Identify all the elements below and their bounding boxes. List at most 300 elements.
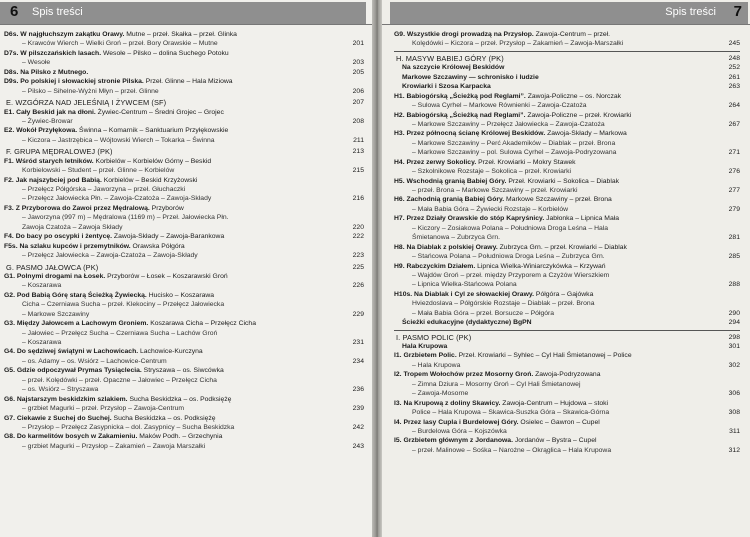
route-title: Wschodnią granią Babiej Góry. bbox=[406, 177, 507, 185]
route-title: Tropem Wołochów przez Mosorny Groń. bbox=[403, 371, 534, 379]
toc-entry bbox=[4, 414, 364, 423]
page-ref: 276 bbox=[728, 168, 740, 176]
route-title: Z Przyborowa do Zawoi przez Mędralową. bbox=[15, 204, 150, 212]
entry-text: – Markowe Szczawiny bbox=[22, 310, 90, 318]
page-ref: 302 bbox=[728, 361, 740, 369]
page-ref: 245 bbox=[728, 40, 740, 48]
page-ref: 223 bbox=[352, 252, 364, 260]
route-title: Między Jałowcem a Lachowym Groniem. bbox=[16, 320, 149, 328]
entry-text: Ścieżki edukacyjne (dydaktyczne) BgPN bbox=[402, 319, 532, 327]
route-title: W najgłuchszym zakątku Orawy. bbox=[20, 31, 125, 38]
page-ref: 234 bbox=[352, 357, 364, 365]
route-code: F3. bbox=[4, 204, 14, 212]
entry-text: – Markowe Szczawiny – pol. Sulowa Cyrhel – Zawoja-Podryzowana bbox=[412, 149, 617, 157]
section-heading bbox=[4, 147, 364, 156]
route-description: Wesołe – Pilsko – dolina Suchego Potoku bbox=[101, 49, 229, 57]
toc-entry-continuation bbox=[4, 87, 364, 96]
route-code: G4. bbox=[4, 348, 15, 356]
route-title: Jak najszybciej pod Babią. bbox=[15, 176, 102, 184]
toc-entry-continuation bbox=[394, 380, 740, 389]
page-ref: 311 bbox=[729, 427, 740, 435]
entry-text: Zawoja Czatoża – Zawoja Składy bbox=[22, 223, 123, 231]
entry-text: – przeł. Kolędówki – przeł. Opaczne – Jałowiec – Przełęcz Cicha bbox=[22, 376, 217, 384]
entry-text: – grzbiet Magurki – przeł. Przysłop – Zawoja-Centrum bbox=[22, 405, 185, 413]
toc-entry-continuation bbox=[4, 58, 364, 67]
toc-entry bbox=[4, 272, 364, 281]
toc-entry bbox=[4, 232, 364, 241]
entry-text: – Stańcowa Polana – Południowa Droga Leśna – Zubrzyca Grn. bbox=[412, 253, 605, 261]
route-description: Lipnica Wielka-Winiarczykówka – Krzywań bbox=[475, 262, 606, 270]
route-title: Do bacy po oscypki i żentycę. bbox=[15, 233, 113, 241]
toc-entry bbox=[394, 158, 740, 167]
entry-text: – Jałowiec – Przełęcz Sucha – Czerniawa Sucha – Lachów Groń bbox=[22, 329, 218, 337]
route-title: Zachodnią granią Babiej Góry. bbox=[406, 196, 505, 204]
toc-subentry bbox=[394, 318, 740, 327]
toc-entry-continuation bbox=[4, 185, 364, 194]
route-code: G5. bbox=[4, 367, 15, 375]
toc-subentry bbox=[394, 73, 740, 82]
toc-entry-continuation bbox=[394, 446, 740, 455]
entry-text: – Przysłop – Przełęcz Zasypnicka – dol. Zasypnicy – Sucha Beskidzka bbox=[22, 423, 235, 431]
page-ref: 207 bbox=[352, 99, 364, 107]
entry-text: H. MASYW BABIEJ GÓRY (PK) bbox=[396, 53, 504, 63]
entry-text: – Koszarawa bbox=[22, 339, 62, 346]
entry-text: – os. Wsiórz – Stryszawa bbox=[22, 386, 99, 394]
route-code: I4. bbox=[394, 418, 402, 426]
toc-entry-continuation bbox=[394, 39, 740, 48]
route-code: H10s. bbox=[394, 290, 413, 298]
entry-text: – Burdelowa Góra – Kojszówka bbox=[412, 427, 507, 435]
route-description: Jabłonka – Lipnica Mała bbox=[544, 215, 620, 223]
route-description: Zubrzyca Grn. – przeł. Krowiarki – Diablak bbox=[497, 243, 627, 251]
page-number: 7 bbox=[733, 3, 742, 20]
page-ref: 248 bbox=[728, 54, 740, 62]
route-description: Zawoja-Policzne – przeł. Krowiarki bbox=[525, 111, 632, 119]
route-code: H2. bbox=[394, 111, 405, 119]
toc-entry bbox=[394, 370, 740, 379]
page-ref: 205 bbox=[352, 68, 364, 76]
route-description: Jordanów – Bystra – Cupel bbox=[512, 437, 597, 445]
route-description: Zawoja-Składy – Zawoja-Barankowa bbox=[112, 233, 225, 241]
entry-text: Kolędówki – Kiczora – przeł. Przysłop – Zakamień – Zawoja-Marszałki bbox=[412, 40, 624, 48]
toc-entry bbox=[4, 347, 364, 356]
toc-subentry bbox=[394, 82, 740, 91]
entry-text: G. PASMO JAŁOWCA (PK) bbox=[6, 262, 99, 272]
route-title: Po polskiej i słowackiej stronie Pilska. bbox=[20, 78, 144, 86]
route-code: H3. bbox=[394, 130, 405, 138]
entry-text: – os. Adamy – os. Wsiórz – Lachowice-Centrum bbox=[22, 357, 167, 365]
page-ref: 236 bbox=[352, 386, 364, 394]
route-description: Półgóra – Gajówka bbox=[534, 290, 594, 298]
entry-text: – Przełęcz Jałowiecka Płn. – Zawoja-Czatoża – Zawoja-Składy bbox=[22, 195, 212, 203]
page-ref: 220 bbox=[352, 223, 364, 231]
toc-entry-continuation bbox=[4, 223, 364, 232]
route-title: Wszystkie drogi prowadzą na Przysłop. bbox=[406, 31, 534, 38]
toc-entry bbox=[394, 262, 740, 271]
route-code: H1. bbox=[394, 92, 405, 100]
entry-text: – przeł. Brona – Markowe Szczawiny – przeł. Krowiarki bbox=[412, 187, 578, 194]
page-ref: 298 bbox=[728, 333, 740, 341]
toc-entry-continuation bbox=[4, 310, 364, 319]
route-title: Do sędziwej świątyni w Lachowicach. bbox=[16, 348, 139, 356]
toc-entry bbox=[394, 399, 740, 408]
page-ref: 215 bbox=[352, 167, 364, 175]
toc-entry-continuation bbox=[4, 166, 364, 175]
running-title: Spis treści bbox=[32, 6, 83, 18]
route-title: Wśród starych letników. bbox=[15, 157, 94, 165]
toc-entry bbox=[394, 436, 740, 445]
entry-text: Krowiarki i Szosa Karpacka bbox=[402, 83, 491, 91]
route-title: Grzbietem głównym z Jordanowa. bbox=[403, 437, 513, 445]
toc-entry-continuation bbox=[394, 427, 740, 436]
page-ref: 290 bbox=[728, 309, 740, 317]
toc-entry bbox=[394, 177, 740, 186]
toc-entry-continuation bbox=[394, 408, 740, 417]
route-title: Na Krupową z doliny Skawicy. bbox=[403, 399, 501, 407]
route-code: H7. bbox=[394, 215, 405, 223]
route-code: G6. bbox=[4, 395, 15, 403]
section-divider bbox=[394, 330, 740, 331]
entry-text: – przeł. Malinowe – Sośka – Narożne – Okrąglica – Hala Krupowa bbox=[412, 446, 612, 454]
route-description: Zawoja-Centrum – przeł. bbox=[533, 31, 611, 38]
route-description: Zawoja-Centrum – Hujdowa – stoki bbox=[500, 399, 609, 407]
route-title: Ciekawie z Suchej do Suchej. bbox=[16, 414, 112, 422]
page-ref: 281 bbox=[728, 234, 740, 242]
route-description: Orawska Półgóra bbox=[130, 242, 185, 250]
entry-text: – Wajdów Groń – przeł. między Przyporem a Czyżów Wierszkiem bbox=[412, 271, 610, 279]
entry-text: – Mała Babia Góra – przeł. Borsucze – Półgóra bbox=[412, 309, 555, 317]
toc-entry-continuation bbox=[394, 280, 740, 289]
toc-entry bbox=[4, 176, 364, 185]
page-ref: 252 bbox=[728, 64, 740, 72]
entry-text: – Wesołe bbox=[22, 59, 51, 67]
page-ref: 229 bbox=[352, 310, 364, 318]
entry-text: I. PASMO POLIC (PK) bbox=[396, 332, 472, 342]
route-description: Maków Podh. – Grzechynia bbox=[137, 433, 223, 441]
toc-entry bbox=[4, 30, 364, 39]
page-ref: 263 bbox=[728, 83, 740, 91]
route-description: Sucha Beskidzka – os. Podksiężę bbox=[111, 414, 216, 422]
page-ref: 206 bbox=[352, 87, 364, 95]
section-heading bbox=[394, 333, 740, 342]
entry-text: Police – Hala Krupowa – Skawica-Suszka Góra – Skawica-Górna bbox=[412, 409, 610, 417]
route-title: Cały Beskid jak na dłoni. bbox=[16, 108, 96, 116]
toc-entry-continuation bbox=[394, 309, 740, 318]
route-description: Markowe Szczawiny – przeł. Brona bbox=[504, 196, 612, 204]
entry-text: Śmietanowa – Zubrzyca Grn. bbox=[412, 234, 501, 242]
running-title: Spis treści bbox=[665, 6, 716, 18]
route-code: D9s. bbox=[4, 78, 19, 86]
entry-text: – Zawoja-Mosorne bbox=[412, 390, 469, 398]
toc-entry bbox=[4, 395, 364, 404]
route-code: F5s. bbox=[4, 242, 18, 250]
toc-entry-continuation bbox=[4, 251, 364, 260]
route-description: Przyborów – Łosek – Koszarawski Groń bbox=[105, 272, 228, 280]
table-of-contents bbox=[382, 30, 750, 455]
route-code: G7. bbox=[4, 414, 15, 422]
route-title: Przez Działy Orawskie do stóp Kapryśnicy. bbox=[406, 215, 545, 223]
entry-text: Cicha – Czerniawa Sucha – przeł. Klekociny – Przełęcz Jałowiecka bbox=[22, 301, 225, 309]
route-code: H5. bbox=[394, 177, 405, 185]
header-rule bbox=[382, 24, 750, 25]
route-code: I5. bbox=[394, 437, 402, 445]
route-description: Mutne – przeł. Skałka – przeł. Glinka bbox=[124, 31, 237, 38]
toc-entry bbox=[4, 77, 364, 86]
route-code: H9. bbox=[394, 262, 405, 270]
page-ref: 294 bbox=[728, 319, 740, 327]
page-ref: 213 bbox=[352, 148, 364, 156]
route-description: Przeł. Krowiarki – Mokry Stawek bbox=[476, 158, 576, 166]
route-title: Rabczyckim Działem. bbox=[406, 262, 476, 270]
toc-entry bbox=[394, 195, 740, 204]
entry-text: – Mała Babia Góra – Żywiecki Rozstaje – Korbielów bbox=[412, 205, 569, 213]
entry-text: Na szczycie Królowej Beskidów bbox=[402, 64, 505, 72]
page-header bbox=[0, 2, 366, 24]
toc-entry bbox=[4, 108, 364, 117]
page-ref: 277 bbox=[728, 187, 740, 194]
route-description: Świnna – Komarnik – Sanktuarium Przyłękowskie bbox=[77, 127, 229, 135]
toc-entry bbox=[394, 351, 740, 360]
route-description: Stryszawa – os. Siwcówka bbox=[141, 367, 224, 375]
route-code: F4. bbox=[4, 233, 14, 241]
toc-entry-continuation bbox=[394, 233, 740, 242]
toc-entry-continuation bbox=[4, 329, 364, 338]
route-code: D7s. bbox=[4, 49, 19, 57]
toc-entry bbox=[394, 418, 740, 427]
toc-entry bbox=[4, 68, 364, 77]
route-description: Przyborów bbox=[149, 204, 184, 212]
route-title: Do karmelitów bosych w Zakamieniu. bbox=[16, 433, 138, 441]
toc-entry-continuation bbox=[394, 139, 740, 148]
page-ref: 308 bbox=[728, 409, 740, 417]
route-code: F1. bbox=[4, 157, 14, 165]
route-title: Polnymi drogami na Łosek. bbox=[16, 272, 106, 280]
page-ref: 301 bbox=[728, 343, 740, 350]
route-code: H6. bbox=[394, 196, 405, 204]
route-title: Gdzie odpoczywał Prymas Tysiąclecia. bbox=[16, 367, 142, 375]
section-heading bbox=[394, 54, 740, 63]
toc-entry-continuation bbox=[4, 39, 364, 48]
route-title: Babiogórską „Ścieżką pod Reglami”. bbox=[406, 92, 526, 100]
page-ref: 306 bbox=[728, 390, 740, 398]
entry-text: E. WZGÓRZA NAD JELEŚNIĄ I ŻYWCEM (SF) bbox=[6, 98, 167, 108]
route-description: Żywiec-Centrum – Średni Grojec – Grojec bbox=[95, 108, 224, 116]
route-code: G1. bbox=[4, 272, 15, 280]
entry-text: F. GRUPA MĘDRALOWEJ (PK) bbox=[6, 147, 113, 157]
entry-text: – Przełęcz Półgórska – Jaworzyna – przeł. Głuchaczki bbox=[22, 186, 186, 193]
toc-entry-continuation bbox=[394, 120, 740, 129]
page-ref: 261 bbox=[728, 73, 740, 81]
toc-entry-continuation bbox=[4, 300, 364, 309]
page-ref: 285 bbox=[728, 253, 740, 261]
toc-subentry bbox=[394, 342, 740, 351]
entry-text: – Zimna Dziura – Mosorny Groń – Cyl Hali Śmietanowej bbox=[412, 380, 581, 388]
toc-entry-continuation bbox=[394, 389, 740, 398]
route-code: I3. bbox=[394, 399, 402, 407]
route-description: Sucha Beskidzka – os. Podksiężę bbox=[127, 395, 232, 403]
table-of-contents bbox=[0, 30, 372, 451]
toc-entry bbox=[4, 49, 364, 58]
route-description: Lachowice-Kurczyna bbox=[138, 348, 203, 356]
entry-text: – Koszarawa bbox=[22, 282, 62, 290]
toc-entry bbox=[4, 126, 364, 135]
toc-entry bbox=[394, 111, 740, 120]
route-title: Na Pilsko z Mutnego. bbox=[20, 68, 89, 76]
header-rule bbox=[0, 24, 372, 25]
route-code: E2. bbox=[4, 127, 15, 135]
page-ref: 225 bbox=[352, 263, 364, 271]
section-heading bbox=[4, 263, 364, 272]
page-ref: 288 bbox=[728, 281, 740, 289]
route-title: Na Diablak z polskiej Orawy. bbox=[406, 243, 498, 251]
route-description: Przeł. Glinne – Hala Miziowa bbox=[143, 78, 233, 86]
toc-entry-continuation bbox=[4, 194, 364, 203]
route-description: Osielec – Gawron – Cupel bbox=[518, 418, 600, 426]
toc-entry-continuation bbox=[4, 213, 364, 222]
page-ref: 201 bbox=[352, 40, 364, 48]
route-title: Grzbietem Polic. bbox=[403, 352, 457, 360]
route-description: Koszarawa Cicha – Przełęcz Cicha bbox=[148, 320, 256, 328]
page-ref: 279 bbox=[728, 205, 740, 213]
route-description: Zawoja-Policzne – os. Norczak bbox=[525, 92, 622, 100]
book-gutter bbox=[372, 0, 382, 537]
entry-text: – Szkolnikowe Rozstaje – Sokolica – przeł. Krowiarki bbox=[412, 168, 572, 176]
page-ref: 271 bbox=[728, 149, 740, 157]
route-title: Na Diablak i Cyl ze słowackiej Orawy. bbox=[414, 290, 535, 298]
toc-entry bbox=[394, 243, 740, 252]
toc-entry-continuation bbox=[394, 271, 740, 280]
entry-text: – Markowe Szczawiny – Przełęcz Jałowiecka – Zawoja-Czatoża bbox=[412, 120, 605, 128]
page-ref: 203 bbox=[352, 59, 364, 67]
entry-text: – Markowe Szczawiny – Perć Akademików – Diablak – przeł. Brona bbox=[412, 139, 616, 147]
route-title: Najstarszym beskidzkim szlakiem. bbox=[16, 395, 128, 403]
route-description: Przeł. Krowiarki – Syhlec – Cyl Hali Śmietanowej – Police bbox=[456, 352, 632, 360]
toc-entry bbox=[4, 319, 364, 328]
page-number: 6 bbox=[10, 3, 19, 20]
route-code: G3. bbox=[4, 320, 15, 328]
toc-entry-continuation bbox=[394, 148, 740, 157]
page-ref: 208 bbox=[352, 117, 364, 125]
toc-entry-continuation bbox=[4, 338, 364, 347]
toc-entry bbox=[4, 432, 364, 441]
route-code: H8. bbox=[394, 243, 405, 251]
right-page bbox=[382, 0, 750, 537]
entry-text: – Kiczora – Jastrzębica – Wójtowski Wierch – Tokarka – Świnna bbox=[22, 136, 215, 144]
route-title: Na szlaku kupców i przemytników. bbox=[19, 242, 131, 250]
route-code: D8s. bbox=[4, 68, 19, 76]
route-code: E1. bbox=[4, 108, 15, 116]
toc-entry-continuation bbox=[394, 299, 740, 308]
route-code: F2. bbox=[4, 176, 14, 184]
toc-entry bbox=[4, 242, 364, 251]
toc-entry bbox=[394, 129, 740, 138]
toc-entry-continuation bbox=[4, 281, 364, 290]
toc-entry bbox=[4, 366, 364, 375]
toc-entry bbox=[394, 290, 740, 299]
route-description: Korbielów – Korbielów Górny – Beskid bbox=[93, 157, 212, 165]
toc-subentry bbox=[394, 63, 740, 72]
toc-entry-continuation bbox=[4, 404, 364, 413]
entry-text: Korbielowski – Student – przeł. Glinne – Korbielów bbox=[22, 167, 175, 175]
toc-entry-continuation bbox=[4, 357, 364, 366]
entry-text: – Sulowa Cyrhel – Markowe Równienki – Zawoja-Czatoża bbox=[412, 102, 587, 110]
toc-entry-continuation bbox=[394, 224, 740, 233]
entry-text: – Pilsko – Sihelne-Wyżni Młyn – przeł. Glinne bbox=[22, 87, 159, 95]
route-code: H4. bbox=[394, 158, 405, 166]
entry-text: – Kiczory – Zosiakowa Polana – Południowa Droga Leśna – Hala bbox=[412, 224, 609, 232]
entry-text: – Żywiec-Browar bbox=[22, 117, 73, 125]
toc-entry bbox=[4, 291, 364, 300]
route-code: I1. bbox=[394, 352, 402, 360]
route-code: G9. bbox=[394, 31, 405, 38]
toc-entry-continuation bbox=[4, 423, 364, 432]
toc-entry bbox=[394, 214, 740, 223]
section-divider bbox=[394, 51, 740, 52]
route-description: Hucisko – Koszarawa bbox=[146, 291, 215, 299]
page-ref: 231 bbox=[352, 339, 364, 346]
page-ref: 242 bbox=[352, 423, 364, 431]
entry-text: – grzbiet Magurki – Przysłop – Zakamień – Zawoja Marszałki bbox=[22, 442, 206, 450]
page-ref: 226 bbox=[352, 282, 364, 290]
page-ref: 211 bbox=[353, 136, 364, 144]
toc-entry bbox=[4, 204, 364, 213]
route-description: Korbielów – Beskid Krzyżowski bbox=[101, 176, 198, 184]
entry-text: – Hala Krupowa bbox=[412, 361, 461, 369]
page-ref: 216 bbox=[352, 195, 364, 203]
toc-entry-continuation bbox=[4, 117, 364, 126]
route-title: Przez północną ścianę Królowej Beskidów. bbox=[406, 130, 546, 138]
toc-entry-continuation bbox=[394, 252, 740, 261]
page-header bbox=[390, 2, 748, 24]
page-ref: 312 bbox=[728, 446, 740, 454]
toc-entry bbox=[4, 157, 364, 166]
toc-entry bbox=[394, 92, 740, 101]
page-ref: 222 bbox=[352, 233, 364, 241]
route-description: Zawoja-Podryzowana bbox=[533, 371, 601, 379]
route-title: Przez zerwy Sokolicy. bbox=[406, 158, 477, 166]
route-title: W pilszczańskich lasach. bbox=[20, 49, 102, 57]
page-ref: 243 bbox=[352, 442, 364, 450]
entry-text: Hviezdoslava – Półgórskie Rozstaje – Diablak – przeł. Brona bbox=[412, 300, 595, 308]
route-description: Przeł. Krowiarki – Sokolica – Diablak bbox=[506, 177, 620, 185]
route-title: Pod Babią Górę starą Ścieżką Żywiecką. bbox=[16, 291, 147, 299]
entry-text: – Lipnica Wielka-Stańcowa Polana bbox=[412, 281, 517, 289]
route-description: Zawoja-Składy – Markowa bbox=[545, 130, 627, 138]
route-title: Wokół Przyłękowa. bbox=[16, 127, 78, 135]
toc-entry-continuation bbox=[4, 385, 364, 394]
toc-entry-continuation bbox=[394, 205, 740, 214]
toc-entry-continuation bbox=[394, 101, 740, 110]
entry-text: – Krawców Wierch – Wielki Groń – przeł. Bory Orawskie – Mutne bbox=[22, 40, 218, 48]
toc-entry-continuation bbox=[4, 376, 364, 385]
page-ref: 264 bbox=[728, 102, 740, 110]
left-page bbox=[0, 0, 372, 537]
page-ref: 239 bbox=[352, 405, 364, 413]
route-code: G2. bbox=[4, 291, 15, 299]
route-code: D6s. bbox=[4, 31, 19, 38]
entry-text: – Jaworzyna (997 m) – Mędralowa (1169 m) – Przeł. Jałowiecka Płn. bbox=[22, 214, 229, 222]
section-heading bbox=[4, 98, 364, 107]
route-code: G8. bbox=[4, 433, 15, 441]
route-code: I2. bbox=[394, 371, 402, 379]
toc-entry-continuation bbox=[4, 442, 364, 451]
toc-entry-continuation bbox=[394, 361, 740, 370]
page-ref: 267 bbox=[728, 120, 740, 128]
route-title: Przez lasy Cupla i Burdelowej Góry. bbox=[403, 418, 519, 426]
entry-text: Hala Krupowa bbox=[402, 343, 448, 350]
toc-entry-continuation bbox=[4, 136, 364, 145]
toc-entry bbox=[394, 30, 740, 39]
